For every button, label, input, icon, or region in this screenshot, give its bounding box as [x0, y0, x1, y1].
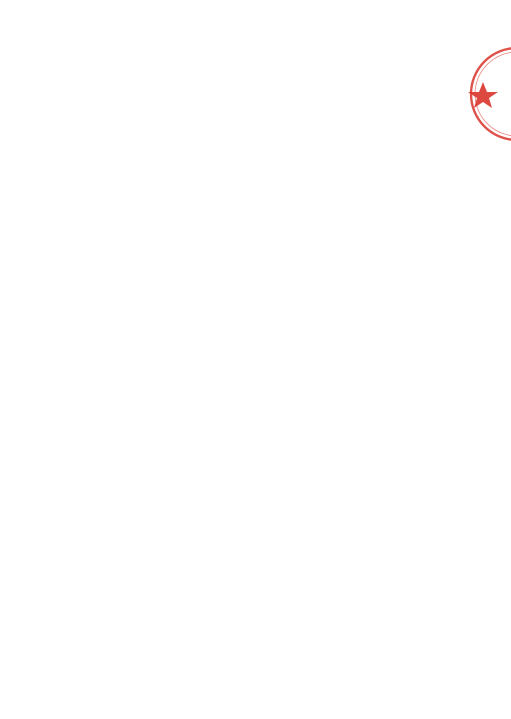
section-heading-arrangement — [68, 94, 446, 120]
content-item1-line1 — [68, 328, 446, 354]
subheading-registration — [68, 224, 446, 250]
seal-graphic — [467, 44, 511, 144]
registration-text-line2 — [68, 276, 446, 302]
subheading-time — [68, 120, 446, 146]
section-heading-content — [68, 302, 446, 328]
meeting-venue-text — [68, 198, 446, 224]
section-heading-attendees — [68, 536, 446, 562]
content-item3-line4 — [68, 484, 446, 510]
document-body — [68, 94, 446, 666]
content-item3-line1 — [68, 406, 446, 432]
official-seal — [467, 44, 511, 144]
meeting-time-text — [68, 146, 446, 172]
content-item1-line2 — [68, 354, 446, 380]
content-item2 — [68, 380, 446, 406]
content-item3-line2 — [68, 432, 446, 458]
attendees-para1-line1 — [68, 562, 446, 588]
registration-text-line1 — [68, 250, 446, 276]
attendees-para1-line2 — [68, 588, 446, 614]
attendees-para3 — [68, 640, 446, 666]
content-item3-line3 — [68, 458, 446, 484]
attendees-para2 — [68, 614, 446, 640]
content-item3-line5 — [68, 510, 446, 536]
subheading-venue — [68, 172, 446, 198]
